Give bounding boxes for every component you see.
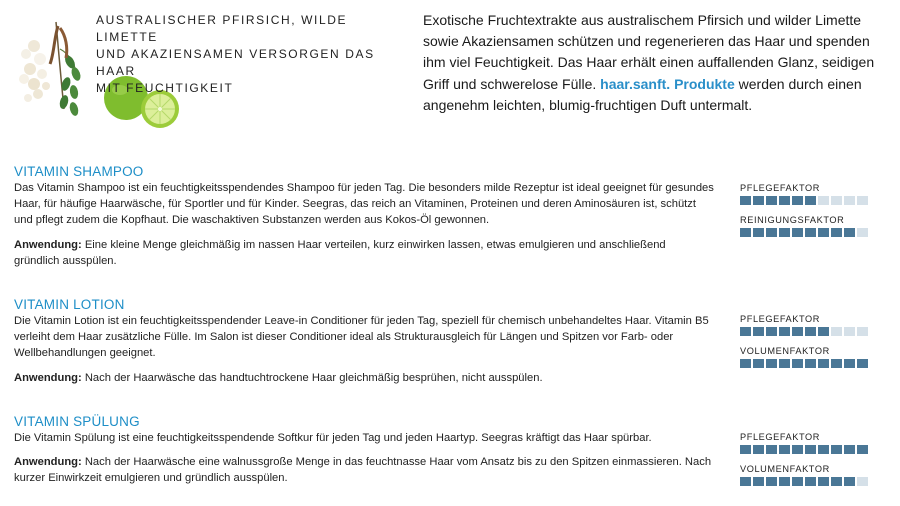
factor-segment-filled (792, 477, 803, 486)
factor-label: VOLUMENFAKTOR (740, 346, 830, 356)
product-section-lotion (14, 296, 714, 386)
header-title-line: UND AKAZIENSAMEN VERSORGEN DAS HAAR (96, 47, 375, 78)
factor-segment-filled (740, 445, 751, 454)
usage-label: Anwendung: (14, 371, 82, 384)
usage-text: Nach der Haarwäsche eine walnussgroße Menge in das feuchtnasse Haar vom Ansatz bis zu den Spitzen einmassieren. Nach kurzer Einwirkzeit emulgieren und gründlich ausspülen. (14, 456, 712, 485)
factor-segment-filled (740, 327, 751, 336)
factor-segment-filled (831, 477, 842, 486)
factor-label: PFLEGEFAKTOR (740, 183, 821, 193)
factor-volumen (740, 463, 890, 486)
factor-segment-filled (857, 445, 868, 454)
product-usage (14, 454, 714, 486)
product-description: Die Vitamin Spülung ist eine feuchtigkeitsspendende Softkur für jeden Tag und jeden Haartyp. Seegras kräftigt das Haar spürbar. (14, 432, 652, 444)
factor-volumen (740, 345, 890, 368)
factor-segment-empty (857, 477, 868, 486)
factor-segment-filled (857, 359, 868, 368)
factor-segment-filled (818, 445, 829, 454)
factor-segment-filled (766, 359, 777, 368)
factor-segment-empty (857, 196, 868, 205)
intro-paragraph (423, 10, 883, 116)
factor-segment-filled (805, 196, 816, 205)
factor-segment-filled (740, 477, 751, 486)
factor-segment-filled (792, 359, 803, 368)
product-usage (14, 370, 714, 386)
factor-segment-empty (857, 327, 868, 336)
factor-segment-filled (805, 359, 816, 368)
factor-reinigung (740, 214, 890, 237)
factor-segment-filled (753, 477, 764, 486)
factor-segment-filled (766, 477, 777, 486)
factor-segment-filled (779, 477, 790, 486)
factor-segment-filled (766, 445, 777, 454)
factor-segment-filled (766, 327, 777, 336)
factor-segment-filled (831, 228, 842, 237)
product-usage (14, 237, 714, 269)
factor-label: REINIGUNGSFAKTOR (740, 215, 845, 225)
factor-segment-filled (792, 228, 803, 237)
factor-pflege (740, 431, 890, 454)
factor-segment-filled (792, 445, 803, 454)
factor-pflege (740, 313, 890, 336)
factor-segment-empty (844, 196, 855, 205)
factor-bar (740, 196, 890, 205)
usage-label: Anwendung: (14, 456, 82, 469)
factor-segment-empty (831, 327, 842, 336)
factor-segment-filled (740, 196, 751, 205)
factor-label: PFLEGEFAKTOR (740, 314, 821, 324)
factor-segment-filled (805, 228, 816, 237)
factor-segment-filled (766, 196, 777, 205)
brand-name: haar.sanft. Produkte (600, 75, 735, 92)
factor-label: PFLEGEFAKTOR (740, 432, 821, 442)
factor-segment-filled (805, 445, 816, 454)
intro-text-end: werden durch einen angenehm leichten, blumig-fruchtigen Duft untermalt. (423, 75, 862, 113)
factor-segment-filled (818, 228, 829, 237)
factor-segment-filled (805, 327, 816, 336)
factor-segment-filled (740, 359, 751, 368)
factor-panel-lotion (740, 313, 890, 377)
product-title: VITAMIN SPÜLUNG (14, 414, 140, 429)
header-title-line: AUSTRALISCHER PFIRSICH, WILDE LIMETTE (96, 13, 348, 44)
factor-segment-empty (831, 196, 842, 205)
factor-label: VOLUMENFAKTOR (740, 464, 830, 474)
factor-bar (740, 359, 890, 368)
product-title: VITAMIN SHAMPOO (14, 164, 144, 179)
factor-segment-filled (831, 359, 842, 368)
product-description: Das Vitamin Shampoo ist ein feuchtigkeitsspendendes Shampoo für jeden Tag. Die besonders milde Rezeptur ist ideal geeignet für gesundes Haar, für häufige Haarwäsche, für Sportler und für Kinder. Seegras, das reich an Vitaminen, Proteinen und deren Aminosäuren ist, schützt und pflegt zudem die Kopfhaut. Die waschaktiven Substanzen werden aus Kokos-Öl gewonnen. (14, 182, 714, 227)
factor-segment-filled (753, 228, 764, 237)
factor-panel-spuelung (740, 431, 890, 495)
usage-text: Nach der Haarwäsche das handtuchtrockene Haar gleichmäßig besprühen, nicht ausspülen. (81, 371, 543, 384)
factor-segment-filled (818, 477, 829, 486)
acacia-branch-icon (19, 22, 82, 117)
factor-segment-filled (844, 445, 855, 454)
factor-segment-filled (818, 359, 829, 368)
factor-segment-filled (818, 327, 829, 336)
header-title (96, 12, 396, 97)
factor-segment-filled (779, 327, 790, 336)
factor-segment-filled (740, 228, 751, 237)
header-title-line: MIT FEUCHTIGKEIT (96, 81, 234, 95)
factor-panel-shampoo (740, 182, 890, 246)
factor-segment-filled (792, 196, 803, 205)
intro-text: Exotische Fruchtextrakte aus australischem Pfirsich und wilder Limette sowie Akaziensamen schützen und regenerieren das Haar und spenden ihm viel Feuchtigkeit. Das Haar erhält einen auffallenden Glanz, seidigen Griff und schwerelose Fülle. (423, 12, 875, 92)
product-title: VITAMIN LOTION (14, 297, 125, 312)
factor-segment-filled (779, 196, 790, 205)
factor-segment-filled (844, 359, 855, 368)
factor-segment-filled (805, 477, 816, 486)
factor-segment-filled (779, 228, 790, 237)
factor-segment-filled (831, 445, 842, 454)
factor-segment-filled (753, 445, 764, 454)
factor-segment-filled (779, 445, 790, 454)
factor-segment-empty (818, 196, 829, 205)
product-section-spuelung (14, 413, 714, 487)
factor-bar (740, 445, 890, 454)
factor-segment-filled (779, 359, 790, 368)
factor-segment-filled (753, 196, 764, 205)
factor-segment-empty (844, 327, 855, 336)
factor-segment-filled (844, 477, 855, 486)
factor-segment-empty (857, 228, 868, 237)
product-section-shampoo (14, 163, 714, 269)
factor-segment-filled (792, 327, 803, 336)
product-description: Die Vitamin Lotion ist ein feuchtigkeitsspendender Leave-in Conditioner für jeden Tag, speziell für chemisch unbehandeltes Haar. Vitamin B5 verleiht dem Haar zusätzliche Fülle. Im Salon ist dieser Conditioner ideal als Strukturausgleich für Längen und Spitzen vor Farb- oder Wellbehandlungen geeignet. (14, 315, 709, 360)
factor-segment-filled (753, 359, 764, 368)
factor-bar (740, 477, 890, 486)
usage-label: Anwendung: (14, 238, 82, 251)
factor-pflege (740, 182, 890, 205)
factor-bar (740, 228, 890, 237)
factor-segment-filled (753, 327, 764, 336)
factor-segment-filled (766, 228, 777, 237)
factor-bar (740, 327, 890, 336)
usage-text: Eine kleine Menge gleichmäßig im nassen Haar verteilen, kurz einwirken lassen, etwas emulgieren und anschließend gründlich ausspülen. (14, 238, 666, 267)
factor-segment-filled (844, 228, 855, 237)
